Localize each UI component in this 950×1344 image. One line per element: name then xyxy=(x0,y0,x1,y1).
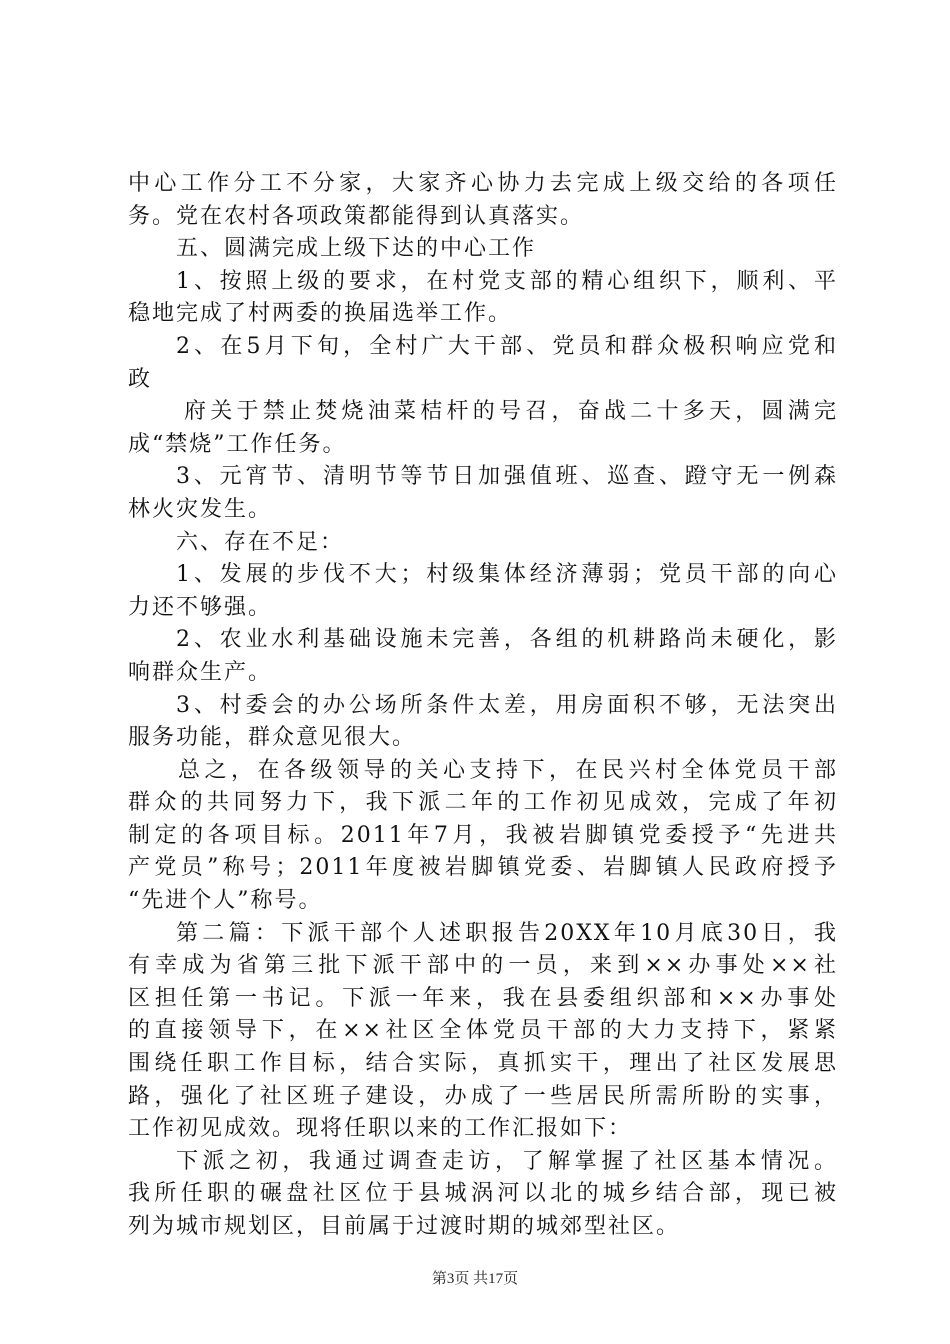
text-line: 区担任第一书记。下派一年来，我在县委组织部和××办事处 xyxy=(128,985,838,1011)
text-line: 下派之初，我通过调查走访，了解掌握了社区基本情况。 xyxy=(176,1148,838,1174)
text-line: 我所任职的碾盘社区位于县城涡河以北的城乡结合部，现已被 xyxy=(128,1181,838,1207)
text-line: 林火灾发生。 xyxy=(128,496,273,522)
text-line: 务。党在农村各项政策都能得到认真落实。 xyxy=(128,203,585,229)
text-line: 2、农业水利基础设施未完善，各组的机耕路尚未硬化，影 xyxy=(176,627,838,653)
text-line: “先进个人”称号。 xyxy=(128,888,323,914)
text-line: 围绕任职工作目标，结合实际，真抓实干，理出了社区发展思 xyxy=(128,1051,838,1077)
text-line: 1、按照上级的要求，在村党支部的精心组织下，顺利、平 xyxy=(176,268,838,294)
text-line: 府关于禁止焚烧油菜桔杆的号召，奋战二十多天，圆满完 xyxy=(184,399,838,425)
text-line: 2、在5月下旬，全村广大干部、党员和群众极积响应党和 xyxy=(176,333,838,359)
section-heading: 五、圆满完成上级下达的中心工作 xyxy=(176,236,537,262)
text-line: 响群众生产。 xyxy=(128,659,273,685)
text-line: 1、发展的步伐不大；村级集体经济薄弱；党员干部的向心 xyxy=(176,562,838,588)
text-line: 第二篇：下派干部个人述职报告20XX年10月底30日，我 xyxy=(176,920,838,946)
text-line: 的直接领导下，在××社区全体党员干部的大力支持下，紧紧 xyxy=(128,1018,838,1044)
text-line: 制定的各项目标。2011年7月，我被岩脚镇党委授予“先进共 xyxy=(128,822,838,848)
section-heading: 六、存在不足： xyxy=(176,529,345,555)
text-line: 列为城市规划区，目前属于过渡时期的城郊型社区。 xyxy=(128,1214,681,1239)
text-line: 政 xyxy=(128,366,153,392)
document-body xyxy=(128,168,838,1244)
text-line: 工作初见成效。现将任职以来的工作汇报如下： xyxy=(128,1116,633,1142)
text-line: 路，强化了社区班子建设，办成了一些居民所需所盼的实事， xyxy=(128,1083,838,1109)
text-line: 3、元宵节、清明节等节日加强值班、巡查、蹬守无一例森 xyxy=(176,464,838,490)
text-line: 产党员”称号；2011年度被岩脚镇党委、岩脚镇人民政府授予 xyxy=(128,855,838,881)
text-line: 3、村委会的办公场所条件太差，用房面积不够，无法突出 xyxy=(176,692,838,718)
text-line: 总之，在各级领导的关心支持下，在民兴村全体党员干部 xyxy=(178,757,838,783)
page-number: 第3页 共17页 xyxy=(431,1271,519,1287)
text-line: 稳地完成了村两委的换届选举工作。 xyxy=(128,301,513,327)
text-line: 群众的共同努力下，我下派二年的工作初见成效，完成了年初 xyxy=(128,790,838,816)
text-line: 中心工作分工不分家，大家齐心协力去完成上级交给的各项任 xyxy=(128,171,838,196)
text-line: 服务功能，群众意见很大。 xyxy=(128,725,417,751)
text-line: 力还不够强。 xyxy=(128,594,273,620)
text-line: 成“禁烧”工作任务。 xyxy=(128,431,347,457)
text-line: 有幸成为省第三批下派干部中的一员，来到××办事处××社 xyxy=(128,953,838,979)
